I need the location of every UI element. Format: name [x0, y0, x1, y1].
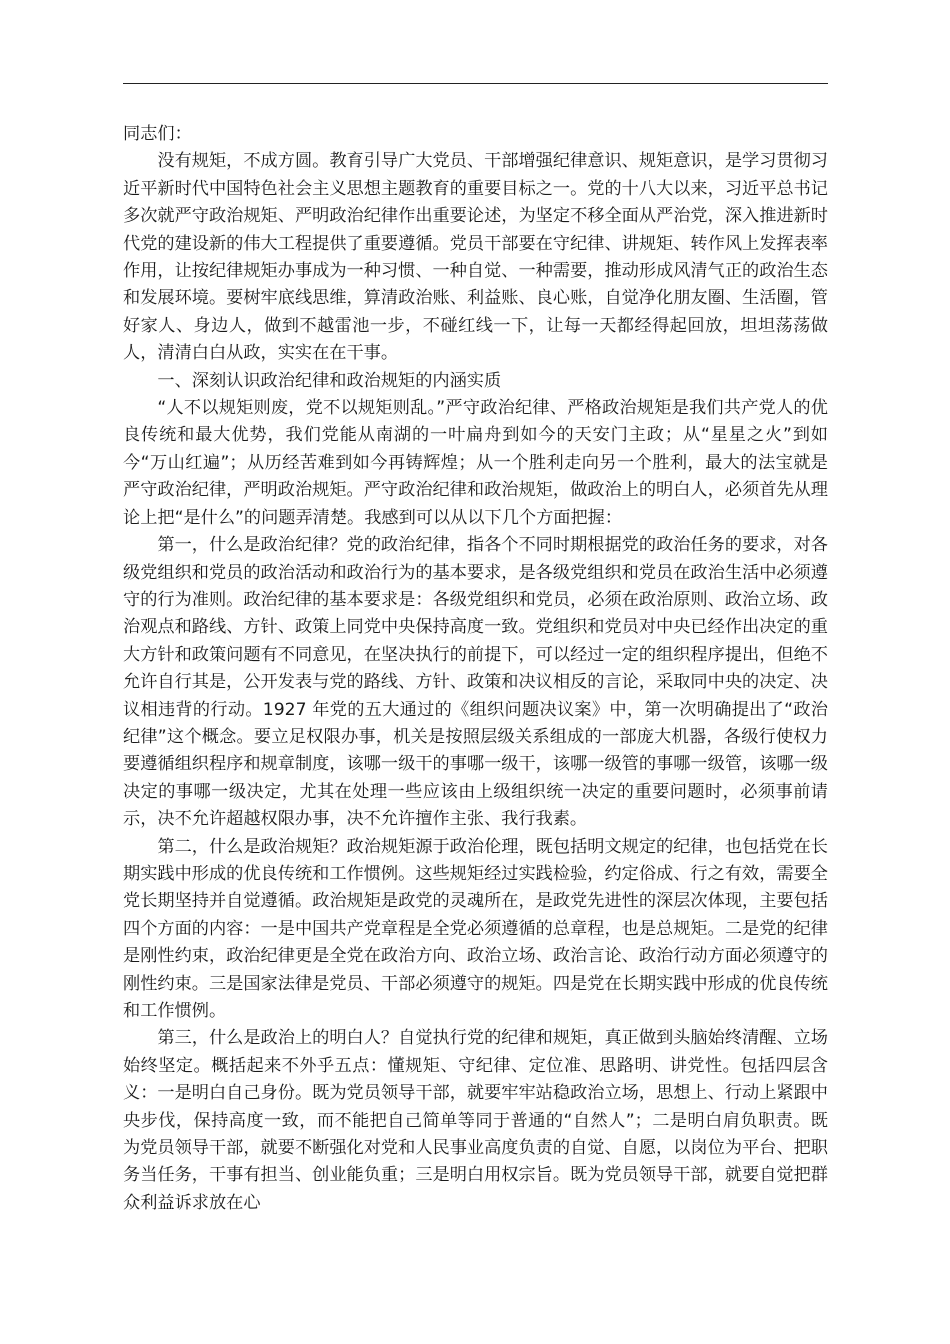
paragraph-quote: “人不以规矩则废，党不以规矩则乱。”严守政治纪律、严格政治规矩是我们共产党人的优良传统和最大优势，我们党能从南湖的一叶扁舟到如今的天安门主政；从“星星之火”到如今“万山红遍”；从历经苦难到如今再铸辉煌；从一个胜利走向另一个胜利，最大的法宝就是严守政治纪律，严明政治规矩。严守政治纪律和政治规矩，做政治上的明白人，必须首先从理论上把“是什么”的问题弄清楚。我感到可以从以下几个方面把握：: [123, 398, 828, 528]
paragraph-intro: 没有规矩，不成方圆。教育引导广大党员、干部增强纪律意识、规矩意识，是学习贯彻习近平新时代中国特色社会主义思想主题教育的重要目标之一。党的十八大以来，习近平总书记多次就严守政治规矩、严明政治纪律作出重要论述，为坚定不移全面从严治党，深入推进新时代党的建设新的伟大工程提供了重要遵循。党员干部要在守纪律、讲规矩、转作风上发挥表率作用，让按纪律规矩办事成为一种习惯、一种自觉、一种需要，推动形成风清气正的政治生态和发展环境。要树牢底线思维，算清政治账、利益账、良心账，自觉净化朋友圈、生活圈，管好家人、身边人，做到不越雷池一步，不碰红线一下，让每一天都经得起回放，坦坦荡荡做人，清清白白从政，实实在在干事。: [123, 151, 828, 364]
paragraph-third-point: 第三，什么是政治上的明白人？自觉执行党的纪律和规矩，真正做到头脑始终清醒、立场始终坚定。概括起来不外乎五点：懂规矩、守纪律、定位准、思路明、讲党性。包括四层含义：一是明白自己身份。既为党员领导干部，就要牢牢站稳政治立场，思想上、行动上紧跟中央步伐，保持高度一致，而不能把自己简单等同于普通的“自然人”；二是明白肩负职责。既为党员领导干部，就要不断强化对党和人民事业高度负责的自觉、自愿，以岗位为平台、把职务当任务，干事有担当、创业能负重；三是明白用权宗旨。既为党员领导干部，就要自觉把群众利益诉求放在心: [123, 1028, 828, 1213]
salutation: 同志们：: [123, 124, 192, 144]
section-heading: 一、深刻认识政治纪律和政治规矩的内涵实质: [157, 370, 502, 391]
paragraph-first-point: 第一，什么是政治纪律？党的政治纪律，指各个不同时期根据党的政治任务的要求，对各级党组织和党员的政治活动和政治行为的基本要求，是各级党组织和党员在政治生活中必须遵守的行为准则。政治纪律的基本要求是：各级党组织和党员，必须在政治原则、政治立场、政治观点和路线、方针、政策上同党中央保持高度一致。党组织和党员对中央已经作出决定的重大方针和政策问题有不同意见，在坚决执行的前提下，可以经过一定的组织程序提出，但绝不允许自行其是，公开发表与党的路线、方针、政策和决议相反的言论，采取同中央的决定、决议相违背的行动。1927 年党的五大通过的《组织问题决议案》中，第一次明确提出了“政治纪律”这个概念。要立足权限办事，机关是按照层级关系组成的一部庞大机器，各级行使权力要遵循组织程序和规章制度，该哪一级干的事哪一级干，该哪一级管的事哪一级管，该哪一级决定的事哪一级决定，尤其在处理一些应该由上级组织统一决定的重要问题时，必须事前请示，决不允许超越权限办事，决不允许擅作主张、我行我素。: [123, 535, 828, 830]
header-rule: [123, 83, 828, 84]
paragraph-second-point: 第二，什么是政治规矩？政治规矩源于政治伦理，既包括明文规定的纪律，也包括党在长期实践中形成的优良传统和工作惯例。这些规矩经过实践检验，约定俗成、行之有效，需要全党长期坚持并自觉遵循。政治规矩是政党的灵魂所在，是政党先进性的深层次体现，主要包括四个方面的内容：一是中国共产党章程是全党必须遵循的总章程，也是总规矩。二是党的纪律是刚性约束，政治纪律更是全党在政治方向、政治立场、政治言论、政治行动方面必须遵守的刚性约束。三是国家法律是党员、干部必须遵守的规矩。四是党在长期实践中形成的优良传统和工作惯例。: [123, 836, 828, 1021]
document-body: [123, 121, 828, 1217]
